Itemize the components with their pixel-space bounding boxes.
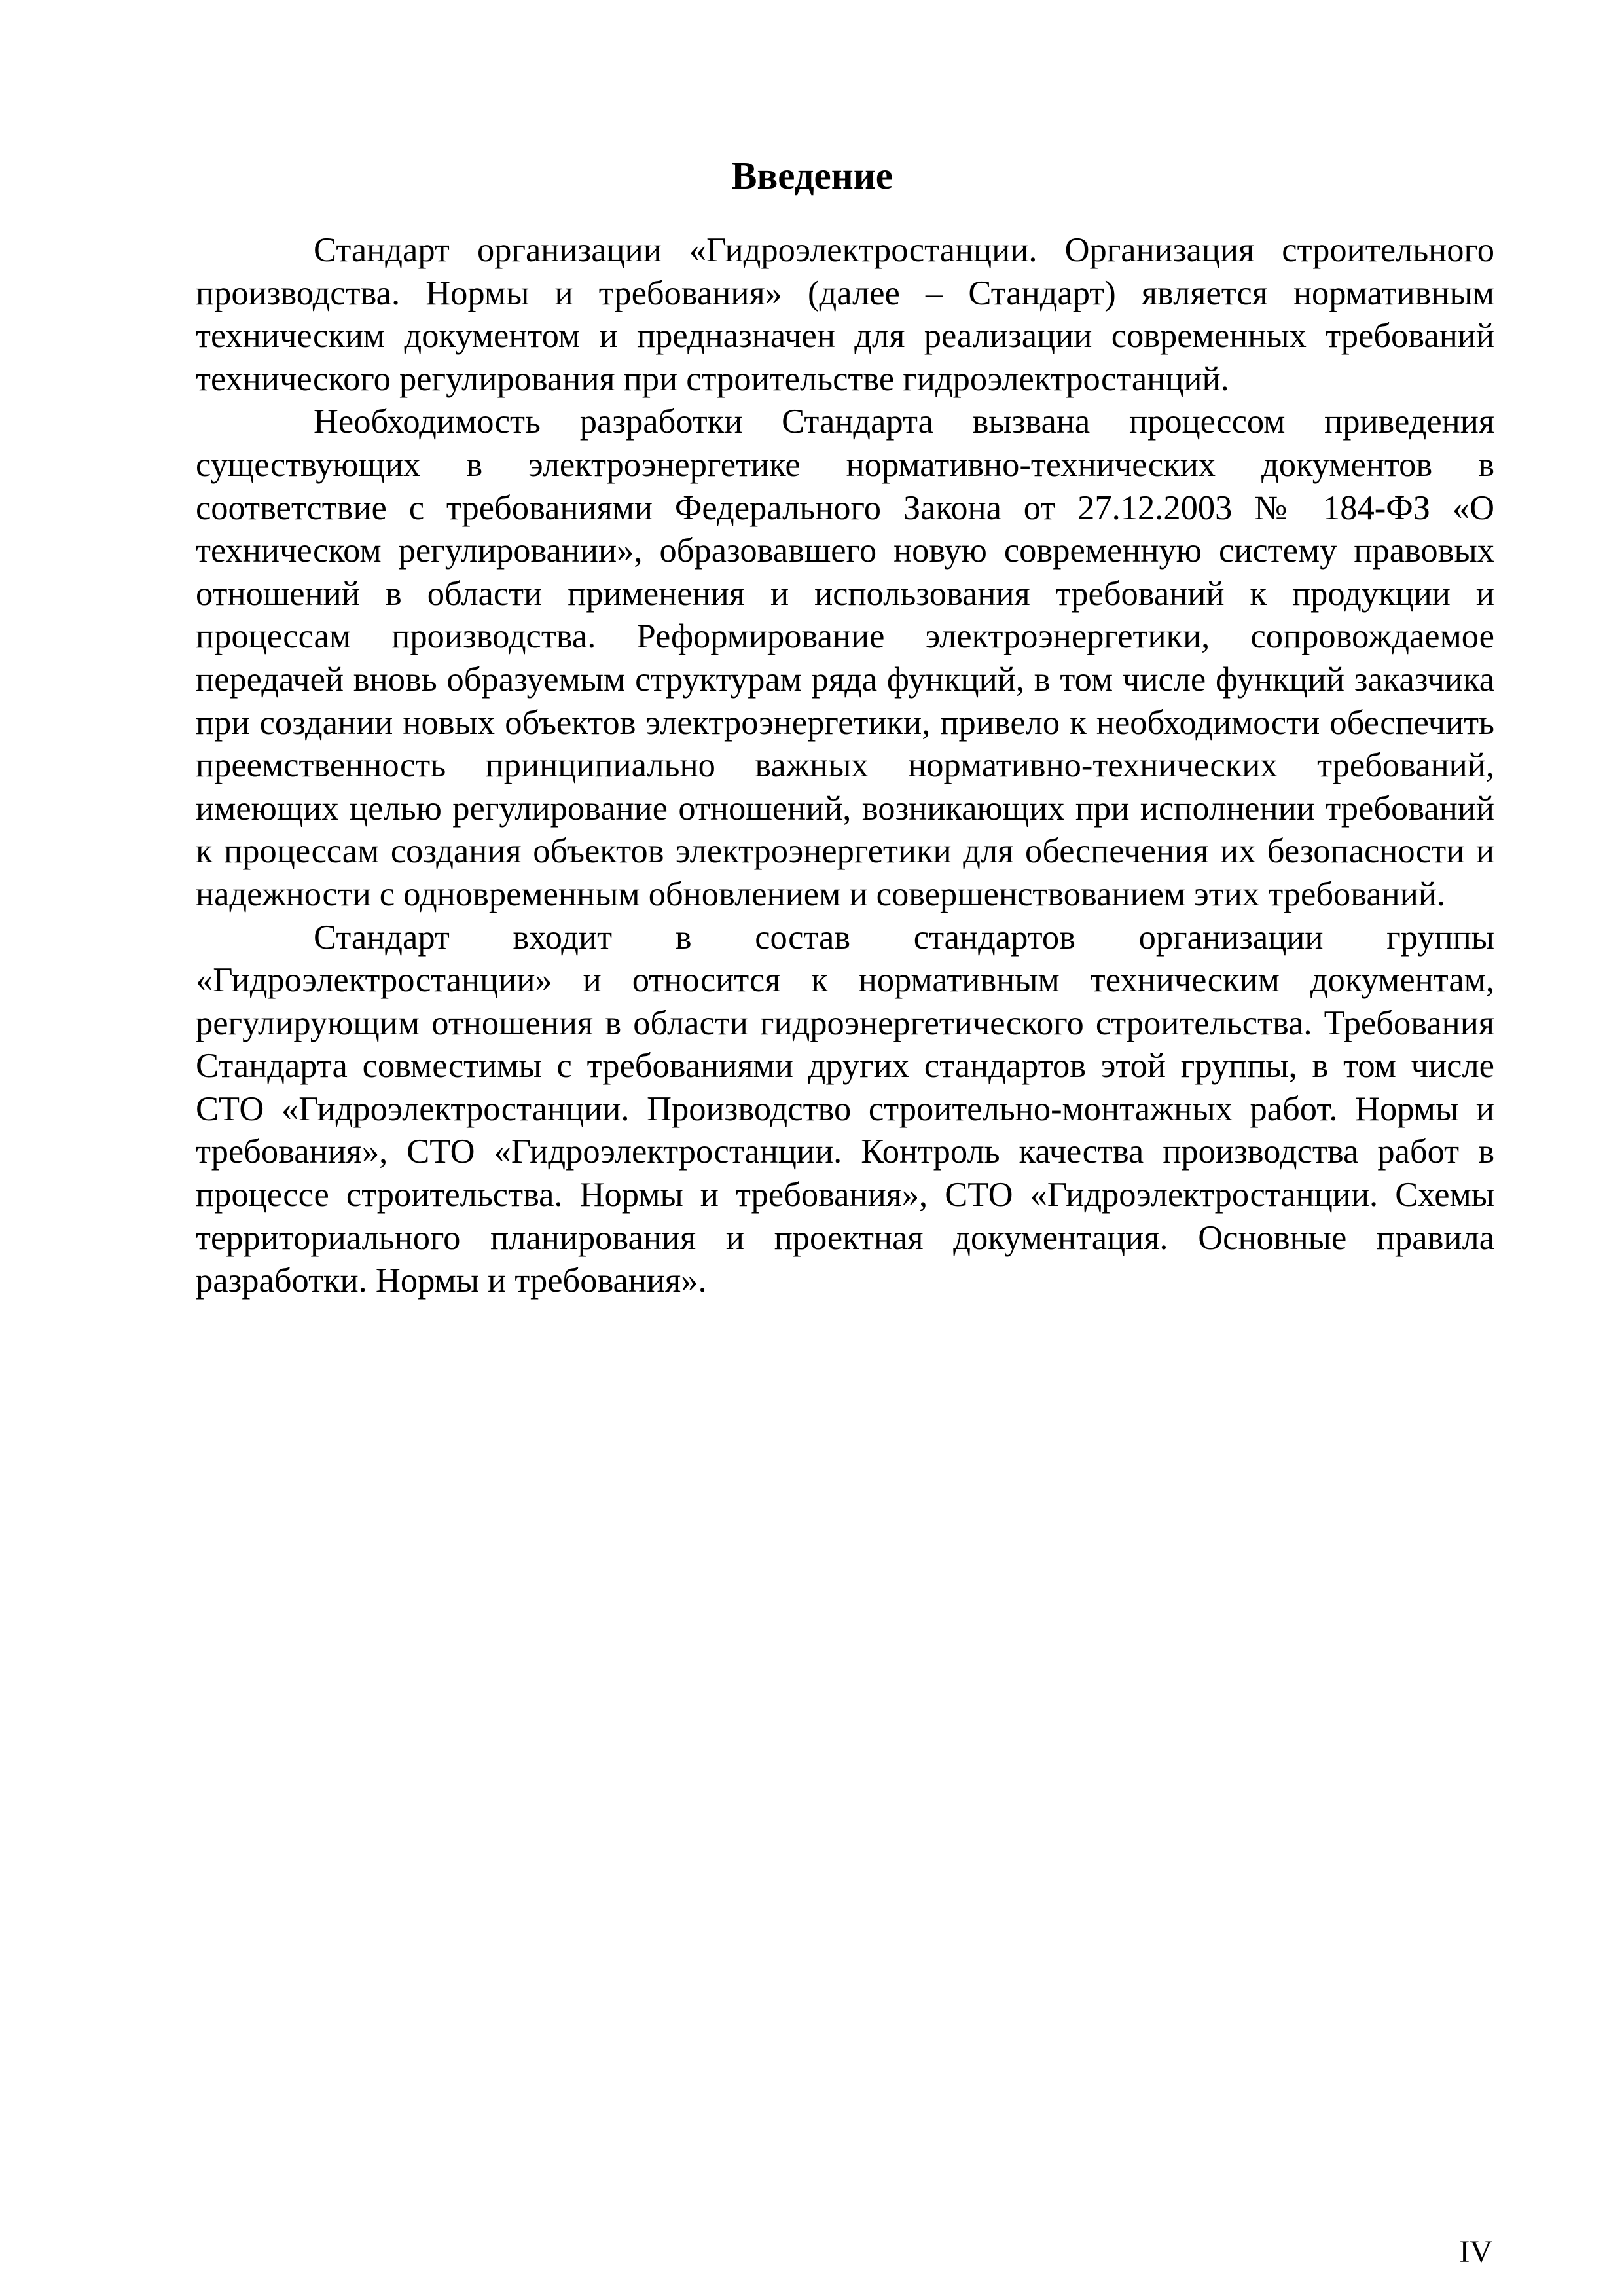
- page-title: Введение: [731, 154, 893, 197]
- paragraph-scope: Стандарт входит в состав стандартов организации группы «Гидроэлектростанции» и относится к нормативным техническим документам, регулирующим отношения в области гидроэнергетического строительства. Требования Стандарта совместимы с требованиями других стандартов этой группы, в том числе СТО «Гидроэлектростанции. Производство строительно-монтажных работ. Нормы и требования», СТО «Гидроэлектростанции. Контроль качества производства работ в процессе строительства. Нормы и требования», СТО «Гидроэлектростанции. Схемы территориального планирования и проектная документация. Основные правила разработки. Нормы и требования».: [196, 918, 1494, 1300]
- paragraph-rationale: Необходимость разработки Стандарта вызвана процессом приведения существующих в электроэнергетике нормативно-технических документов в соответствие с требованиями Федерального Закона от 27.12.2003 № 184-ФЗ «О техническом регулировании», образовавшего новую современную систему правовых отношений в области применения и использования требований к продукции и процессам производства. Реформирование электроэнергетики, сопровождаемое передачей вновь образуемым структурам ряда функций, в том числе функций заказчика при создании новых объектов электроэнергетики, привело к необходимости обеспечить преемственность принципиально важных нормативно-технических требований, имеющих целью регулирование отношений, возникающих при исполнении требований к процессам создания объектов электроэнергетики для обеспечения их безопасности и надежности с одновременным обновлением и совершенствованием этих требований.: [196, 403, 1494, 913]
- paragraph-intro: Стандарт организации «Гидроэлектростанции. Организация строительного производства. Нормы и требования» (далее – Стандарт) является нормативным техническим документом и предназначен для реализации современных требований технического регулирования при строительстве гидроэлектростанций.: [196, 231, 1494, 398]
- body-text: [196, 229, 1494, 1303]
- page-number: IV: [1459, 2234, 1492, 2269]
